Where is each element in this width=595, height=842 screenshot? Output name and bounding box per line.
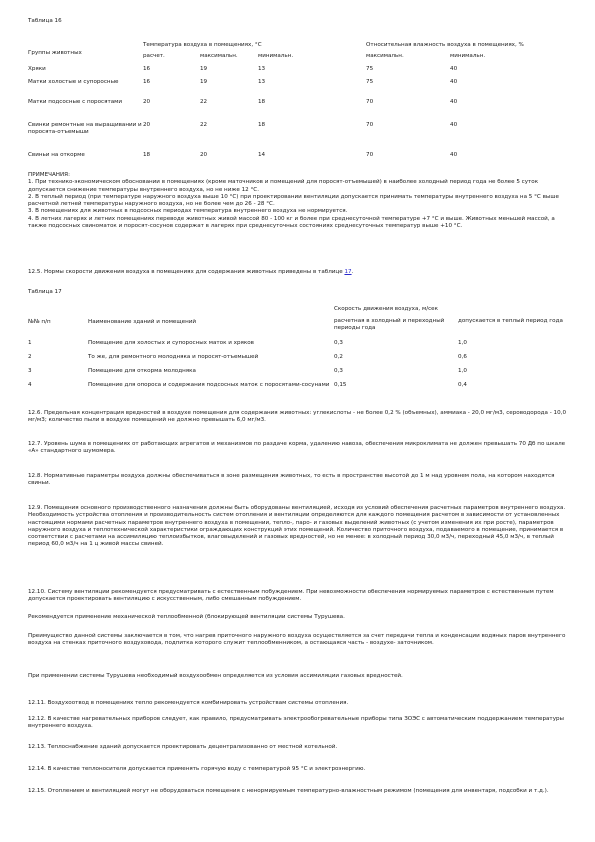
cell-value: 20 (143, 122, 151, 128)
paragraph-text: 12.7. Уровень шума в помещениях от работающих агрегатов и механизмов по раздаче корма, удалению навоза, обеспечения микроклимата не должен превышать 70 Дб по шкале «А» стандартного шумомера. (28, 441, 566, 455)
col-warm-header: допускается в теплый период года (458, 318, 563, 324)
cell-value: 22 (200, 99, 208, 105)
sub-header: минимальн. (258, 53, 294, 59)
cell-value: 18 (258, 122, 266, 128)
cell-group: Свиньи на откорме (28, 152, 85, 158)
paragraph-text: 12.14. В качестве теплоносителя допускается применять горячую воду с температурой 95 °С и электроэнергию. (28, 766, 366, 772)
table-row (28, 79, 568, 99)
table-row (28, 382, 568, 404)
paragraph-12-8 (28, 473, 568, 488)
cell-name: Помещение для откорма молодняка (88, 368, 196, 374)
note-item: 1. При технико-экономическом обосновании в помещениях (кроме маточников и помещений для поросят-отъемышей) в наиболее холодный период года не более 5 суток допускается снижение температуры внутреннего воздуха, но не ниже 12 °С. (28, 179, 539, 193)
cell-value: 0,3 (334, 340, 343, 346)
cell-value: 40 (450, 79, 458, 85)
note-item: 2. В теплый период (при температуре наружного воздуха выше 10 °С) при проектировании вентиляции допускается принимать температуры внутреннего воздуха на 5 °С выше расчетной летней температуры наружного воздуха, но не более чем до 26 - 28 °С. (28, 193, 559, 208)
cell-value: 18 (258, 99, 266, 105)
cell-number: 1 (28, 340, 32, 346)
paragraph-12-9 (28, 505, 568, 549)
cell-value: 13 (258, 66, 266, 72)
table-row (28, 368, 568, 382)
notes-title: ПРИМЕЧАНИЯ: (28, 172, 70, 178)
paragraph-text: Преимущество данной системы заключается в том, что нагрев приточного наружного воздуха осуществляется за счет передачи тепла и конденсации водяных паров внутреннего воздуха на стенках приточного воздуховода, подпитка которого служит теплообменником, а остающаяся часть - воздухе- заточником. (28, 633, 566, 647)
cell-value: 14 (258, 152, 266, 158)
table-row (28, 340, 568, 354)
cell-value: 20 (143, 99, 151, 105)
col-name-header: Наименование зданий и помещений (88, 319, 197, 326)
paragraph-text: 12.10. Систему вентиляции рекомендуется предусматривать с естественным побуждением. При невозможности обеспечения нормируемых параметров с естественным путем допускается проектировать вентиляцию с искусственным, либо смешанным побуждением. (28, 589, 554, 603)
cell-group: Свинки ремонтные на выращивании и поросята-отъемыши (28, 122, 142, 136)
cell-group: Матки подсосные с поросятами (28, 99, 123, 105)
paragraph-text: 12.6. Предельная концентрация вредностей в воздухе помещения для содержания животных: углекислоты - не более 0,2 % (объемных), аммиака - 20,0 мг/м3, сероводорода - 10,0 мг/м3; количество пыли в воздухе помещений не должно превышать 6,0 мг/м3. (28, 410, 567, 424)
paragraph-12-6 (28, 410, 568, 425)
note-item: 4. В летних лагерях и летних помещениях переводе животных живой массой 80 - 100 кг и более при среднесуточной температуре +7 °С и выше. Животных меньшей массой, а также подсосных свиноматок и поросят-сосунов содержат в лагерях при среднесуточных состояниях среднесуточных температур выше +10 °С. (28, 215, 555, 229)
cell-value: 40 (450, 152, 458, 158)
table-row (28, 354, 568, 368)
temperature-header: Температура воздуха в помещениях, °С (143, 42, 262, 48)
cell-value: 19 (200, 79, 208, 85)
cell-value: 40 (450, 66, 458, 72)
cell-name: То же, для ремонтного молодняка и поросят-отъемышей (88, 354, 259, 360)
cell-value: 0,3 (334, 368, 343, 374)
cell-number: 2 (28, 354, 32, 360)
cell-value: 0,6 (458, 354, 467, 360)
sub-header: минимальн. (450, 53, 486, 59)
paragraph-text: 12.13. Теплоснабжение зданий допускается проектировать децентрализованно от местной котельной. (28, 744, 338, 750)
notes-block (28, 172, 568, 230)
cell-value: 18 (143, 152, 151, 158)
table-17-link[interactable]: 17 (344, 269, 352, 275)
paragraph-12-13 (28, 744, 568, 751)
paragraph-text: При применении системы Турушева необходимый воздухообмен определяется из условия ассимиляции газовых вредностей. (28, 673, 403, 679)
table-16-caption: Таблица 16 (28, 18, 62, 24)
sub-header: максимальн. (200, 53, 238, 59)
paragraph-text: 12.8. Нормативные параметры воздуха должны обеспечиваться в зоне размещения животных, то есть в пространстве высотой до 1 м над уровнем пола, на котором находятся свиньи. (28, 473, 555, 487)
cell-group: Хряки (28, 66, 46, 72)
cell-value: 16 (143, 66, 151, 72)
cell-value: 0,4 (458, 382, 467, 388)
cell-value: 40 (450, 122, 458, 128)
col-speed-header: Скорость движения воздуха, м/сек (334, 306, 438, 312)
group-header: Группы животных (28, 50, 82, 57)
paragraph-12-14 (28, 766, 568, 773)
paragraph-12-5 (28, 269, 568, 276)
cell-value: 20 (200, 152, 208, 158)
cell-value: 13 (258, 79, 266, 85)
table-16 (28, 42, 568, 164)
paragraph-turushev (28, 614, 568, 621)
paragraph-text: 12.9. Помещения основного производственного назначения должны быть оборудованы вентиляцией, исходя из условий обеспечения расчетных параметров внутреннего воздуха. Необходимость устройства отопления и производительность систем отопления и вентиляции определяются для каждого помещения расчетом в зависимости от установленных настоящими нормами расчетных параметров внутреннего воздуха в помещении, тепло-, паро- и газовых выделений животных (с учетом изменения их при росте), параметров наружного воздуха и теплотехнической характеристики ограждающих конструкций этих помещений. Количество приточного воздуха, подаваемого в помещение, принимается в соответствии с расчетами на ассимиляцию теплоизбытков, влаговыделений и газовых вредностей, но не менее: в холодный период 30,0 м3/ч, переходный 45,0 м3/ч, в теплый период 60,0 м3/ч на 1 ц живой массы свиней. (28, 505, 566, 548)
col-number-header: №№ п/п (28, 319, 51, 326)
table-row (28, 122, 568, 152)
paragraph-text: Рекомендуется применение механической теплообменной (блокирующей вентиляции системы Турушева. (28, 614, 345, 620)
col-cold-header: расчетная в холодный и переходный периоды года (334, 318, 445, 332)
sub-header: расчет. (143, 53, 165, 59)
paragraph-12-10 (28, 589, 568, 604)
cell-value: 40 (450, 99, 458, 105)
cell-value: 0,2 (334, 354, 343, 360)
table-row (28, 66, 568, 79)
paragraph-12-7 (28, 441, 568, 456)
humidity-header: Относительная влажность воздуха в помещениях, % (366, 42, 524, 48)
note-item: 3. В помещениях для животных в подсосных периодах температура внутреннего воздуха не нормируется. (28, 208, 348, 215)
cell-group: Матки холостые и супоросные (28, 79, 119, 85)
paragraph-advantage (28, 633, 568, 648)
paragraph-text: 12.12. В качестве нагревательных приборов следует, как правило, предусматривать электрообогревательные приборы типа ЗОЭС с автоматическим поддержанием температуры внутреннего воздуха. (28, 716, 564, 730)
paragraph-air-exchange (28, 673, 568, 680)
cell-value: 75 (366, 66, 374, 72)
paragraph-12-12 (28, 716, 568, 731)
cell-name: Помещение для опороса и содержания подсосных маток с поросятами-сосунами (88, 382, 330, 388)
table-17-caption: Таблица 17 (28, 289, 62, 295)
paragraph-text: 12.5. Нормы скорости движения воздуха в помещениях для содержания животных приведены в таблице (28, 269, 345, 275)
paragraph-text: 12.11. Воздухоотвод в помещениях тепло рекомендуется комбинировать устройствам системы отопления. (28, 700, 349, 706)
table-row (28, 152, 568, 164)
cell-value: 19 (200, 66, 208, 72)
cell-value: 70 (366, 152, 374, 158)
paragraph-12-11 (28, 700, 568, 707)
paragraph-text: 12.15. Отоплением и вентиляцией могут не оборудоваться помещения с ненормируемым температурно-влажностным режимом (помещения для инвентаря, подсобки и т.д.). (28, 788, 549, 794)
cell-number: 4 (28, 382, 32, 388)
cell-value: 1,0 (458, 368, 467, 374)
cell-value: 75 (366, 79, 374, 85)
cell-value: 1,0 (458, 340, 467, 346)
table-row (28, 99, 568, 122)
sub-header: максимальн. (366, 53, 404, 59)
cell-name: Помещение для холостых и супоросных маток и хряков (88, 340, 254, 346)
cell-value: 16 (143, 79, 151, 85)
cell-value: 0,15 (334, 382, 347, 388)
paragraph-end: . (351, 269, 354, 275)
cell-value: 70 (366, 122, 374, 128)
cell-value: 70 (366, 99, 374, 105)
cell-number: 3 (28, 368, 32, 374)
paragraph-12-15 (28, 788, 568, 795)
cell-value: 22 (200, 122, 208, 128)
table-17 (28, 306, 568, 404)
